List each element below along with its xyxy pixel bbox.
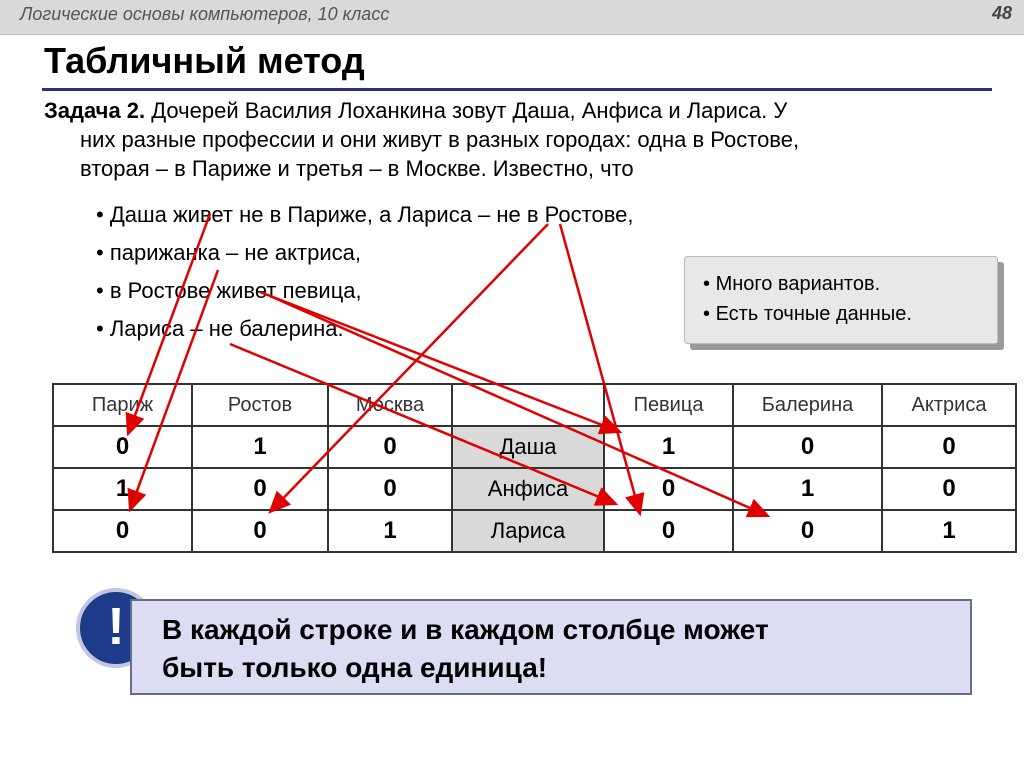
col-moscow: Москва xyxy=(328,384,452,426)
task-text xyxy=(44,96,944,183)
table-row xyxy=(53,468,1016,510)
logic-table xyxy=(52,383,1017,553)
cell: 1 xyxy=(53,468,192,510)
notice-line-2: быть только одна единица! xyxy=(162,652,548,683)
cell: 0 xyxy=(328,468,452,510)
col-singer: Певица xyxy=(604,384,733,426)
cell: 0 xyxy=(604,510,733,552)
task-label: Задача 2. xyxy=(44,98,146,123)
cell: 0 xyxy=(604,468,733,510)
conditions-list xyxy=(96,196,633,348)
cell: 1 xyxy=(733,468,882,510)
col-paris: Париж xyxy=(53,384,192,426)
row-name: Даша xyxy=(452,426,604,468)
slide-title: Табличный метод xyxy=(44,40,365,81)
condition-3: • в Ростове живет певица, xyxy=(96,272,633,310)
course-subject: Логические основы компьютеров, 10 класс xyxy=(20,4,390,24)
callout-item-2: • Есть точные данные. xyxy=(685,299,997,329)
condition-4: • Лариса – не балерина. xyxy=(96,310,633,348)
callout-item-1: • Много вариантов. xyxy=(685,269,997,299)
notice-line-1: В каждой строке и в каждом столбце может xyxy=(162,614,769,645)
cell: 0 xyxy=(53,426,192,468)
page-number: 48 xyxy=(991,3,1012,23)
cell: 0 xyxy=(328,426,452,468)
col-actress: Актриса xyxy=(882,384,1016,426)
table-header-row xyxy=(53,384,1016,426)
notice-box xyxy=(130,599,972,695)
title-rule xyxy=(42,88,992,91)
table-row xyxy=(53,426,1016,468)
col-rostov: Ростов xyxy=(192,384,328,426)
cell: 0 xyxy=(53,510,192,552)
cell: 0 xyxy=(733,510,882,552)
cell: 1 xyxy=(604,426,733,468)
callout-box xyxy=(684,256,998,344)
cell: 1 xyxy=(328,510,452,552)
task-line-2: них разные профессии и они живут в разных городах: одна в Ростове, xyxy=(80,127,800,152)
cell: 0 xyxy=(882,426,1016,468)
col-names xyxy=(452,384,604,426)
notice-text xyxy=(162,611,769,687)
cell: 1 xyxy=(882,510,1016,552)
condition-2: • парижанка – не актриса, xyxy=(96,234,633,272)
slide-header-bar xyxy=(0,0,1024,35)
col-ballerina: Балерина xyxy=(733,384,882,426)
cell: 0 xyxy=(882,468,1016,510)
cell: 0 xyxy=(192,510,328,552)
condition-1: • Даша живет не в Париже, а Лариса – не в Ростове, xyxy=(96,196,633,234)
cell: 0 xyxy=(733,426,882,468)
row-name: Анфиса xyxy=(452,468,604,510)
row-name: Лариса xyxy=(452,510,604,552)
task-line-1: Дочерей Василия Лоханкина зовут Даша, Анфиса и Лариса. У xyxy=(145,98,788,123)
task-line-3: вторая – в Париже и третья – в Москве. Известно, что xyxy=(80,156,634,181)
cell: 1 xyxy=(192,426,328,468)
table-row xyxy=(53,510,1016,552)
exclamation-icon: ! xyxy=(76,588,156,668)
cell: 0 xyxy=(192,468,328,510)
